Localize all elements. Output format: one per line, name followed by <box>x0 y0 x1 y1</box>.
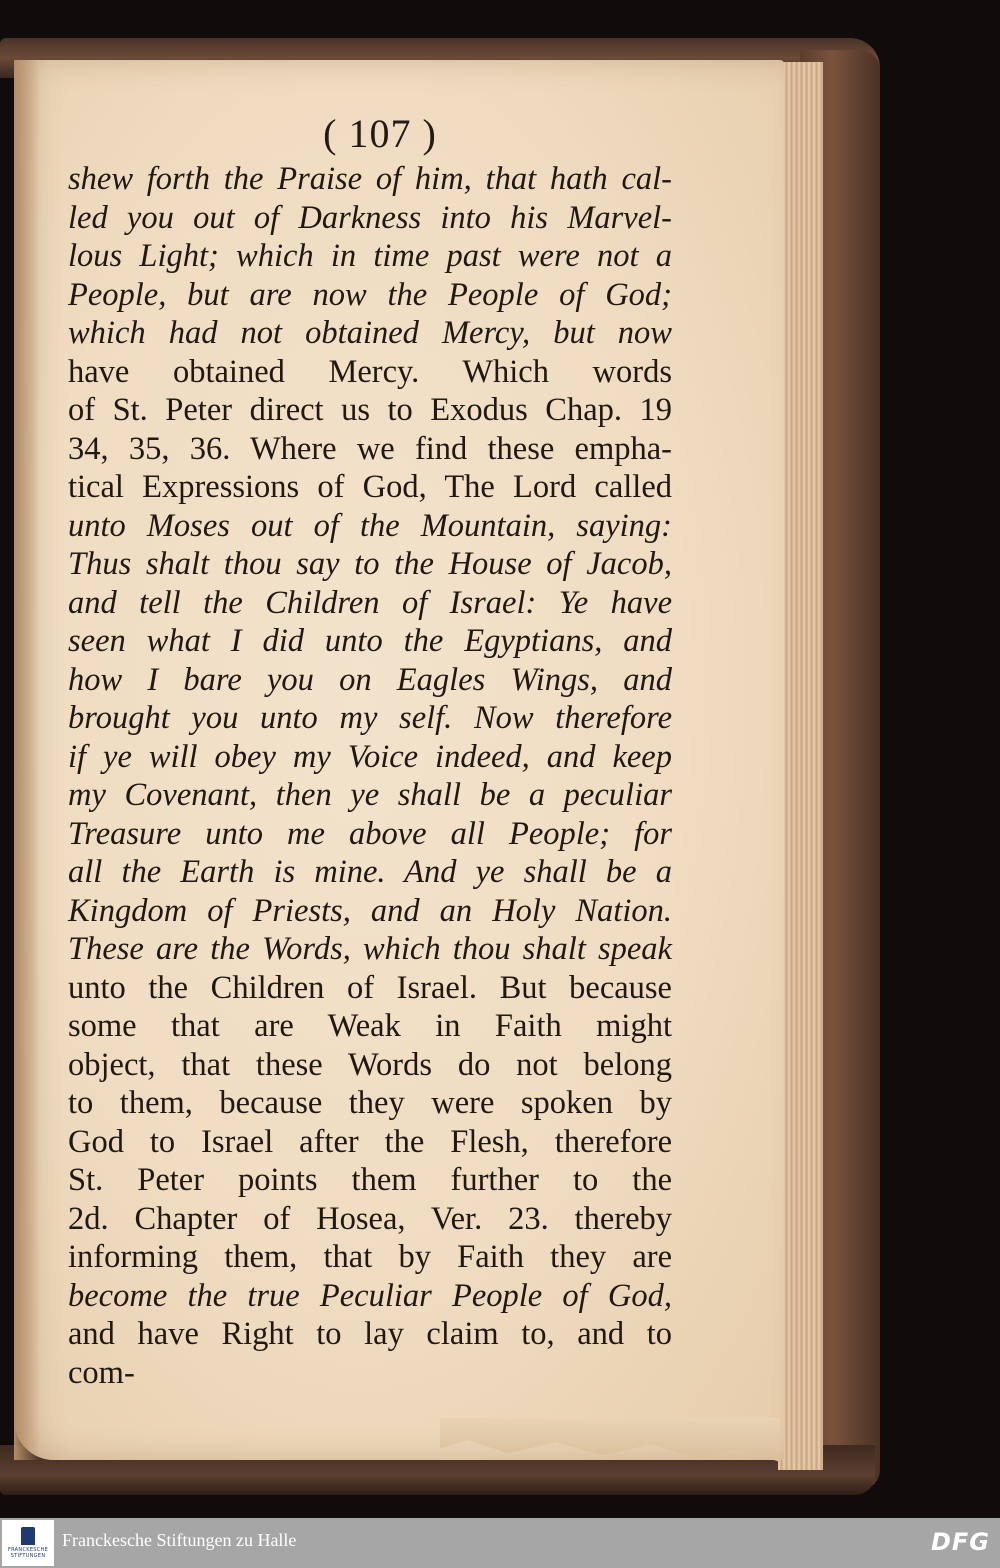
text-line: tical Expressions of God, The Lord called <box>68 469 672 505</box>
catchword: com- <box>68 1354 135 1391</box>
text-line: God to Israel after the Flesh, therefore <box>68 1123 672 1160</box>
text-line: to them, because they were spoken by <box>68 1085 672 1121</box>
text-line: some that are Weak in Faith might <box>68 1008 672 1044</box>
text-line: Treasure unto me above all People; for <box>68 815 672 852</box>
text-line: Kingdom of Priests, and an Holy Nation. <box>68 892 672 929</box>
text-line: St. Peter points them further to the <box>68 1162 672 1198</box>
text-line: become the true Peculiar People of God, <box>68 1277 672 1314</box>
text-line: have obtained Mercy. Which words <box>68 353 672 390</box>
text-line: how I bare you on Eagles Wings, and <box>68 661 672 698</box>
text-line: seen what I did unto the Egyptians, and <box>68 623 672 659</box>
text-line: These are the Words, which thou shalt speak <box>68 931 672 967</box>
text-line: led you out of Darkness into his Marvel- <box>68 199 672 236</box>
institution-name[interactable]: Franckesche Stiftungen zu Halle <box>62 1530 297 1550</box>
logo-text: FRANCKESCHE STIFTUNGEN <box>7 1547 49 1559</box>
text-line: object, that these Words do not belong <box>68 1046 672 1083</box>
text-line: all the Earth is mine. And ye shall be a <box>68 854 672 890</box>
text-line: 34, 35, 36. Where we find these empha- <box>68 430 672 467</box>
text-line: unto the Children of Israel. But because <box>68 969 672 1006</box>
page-text <box>68 160 672 1392</box>
text-line: of St. Peter direct us to Exodus Chap. 19 <box>68 392 672 428</box>
text-line: 2d. Chapter of Hosea, Ver. 23. thereby <box>68 1200 672 1237</box>
text-line: and tell the Children of Israel: Ye have <box>68 584 672 621</box>
text-line: shew forth the Praise of him, that hath cal- <box>68 161 672 197</box>
text-line: brought you unto my self. Now therefore <box>68 700 672 736</box>
footer-bar <box>0 1518 1000 1568</box>
text-line: People, but are now the People of God; <box>68 276 672 313</box>
text-line: lous Light; which in time past were not a <box>68 238 672 274</box>
institution-logo[interactable] <box>2 1520 54 1566</box>
dfg-logo[interactable]: DFG <box>930 1528 990 1556</box>
text-line: unto Moses out of the Mountain, saying: <box>68 507 672 544</box>
text-line: which had not obtained Mercy, but now <box>68 315 672 351</box>
page-gutter-shadow <box>14 60 40 1460</box>
text-line: my Covenant, then ye shall be a peculiar <box>68 777 672 813</box>
page-number: ( 107 ) <box>323 111 437 156</box>
page-edges <box>778 62 823 1470</box>
text-line: and have Right to lay claim to, and to <box>68 1316 672 1352</box>
text-line: if ye will obey my Voice indeed, and keep <box>68 738 672 775</box>
text-line: Thus shalt thou say to the House of Jacob, <box>68 546 672 582</box>
text-line: informing them, that by Faith they are <box>68 1239 672 1275</box>
institution-logo-icon <box>21 1527 35 1545</box>
